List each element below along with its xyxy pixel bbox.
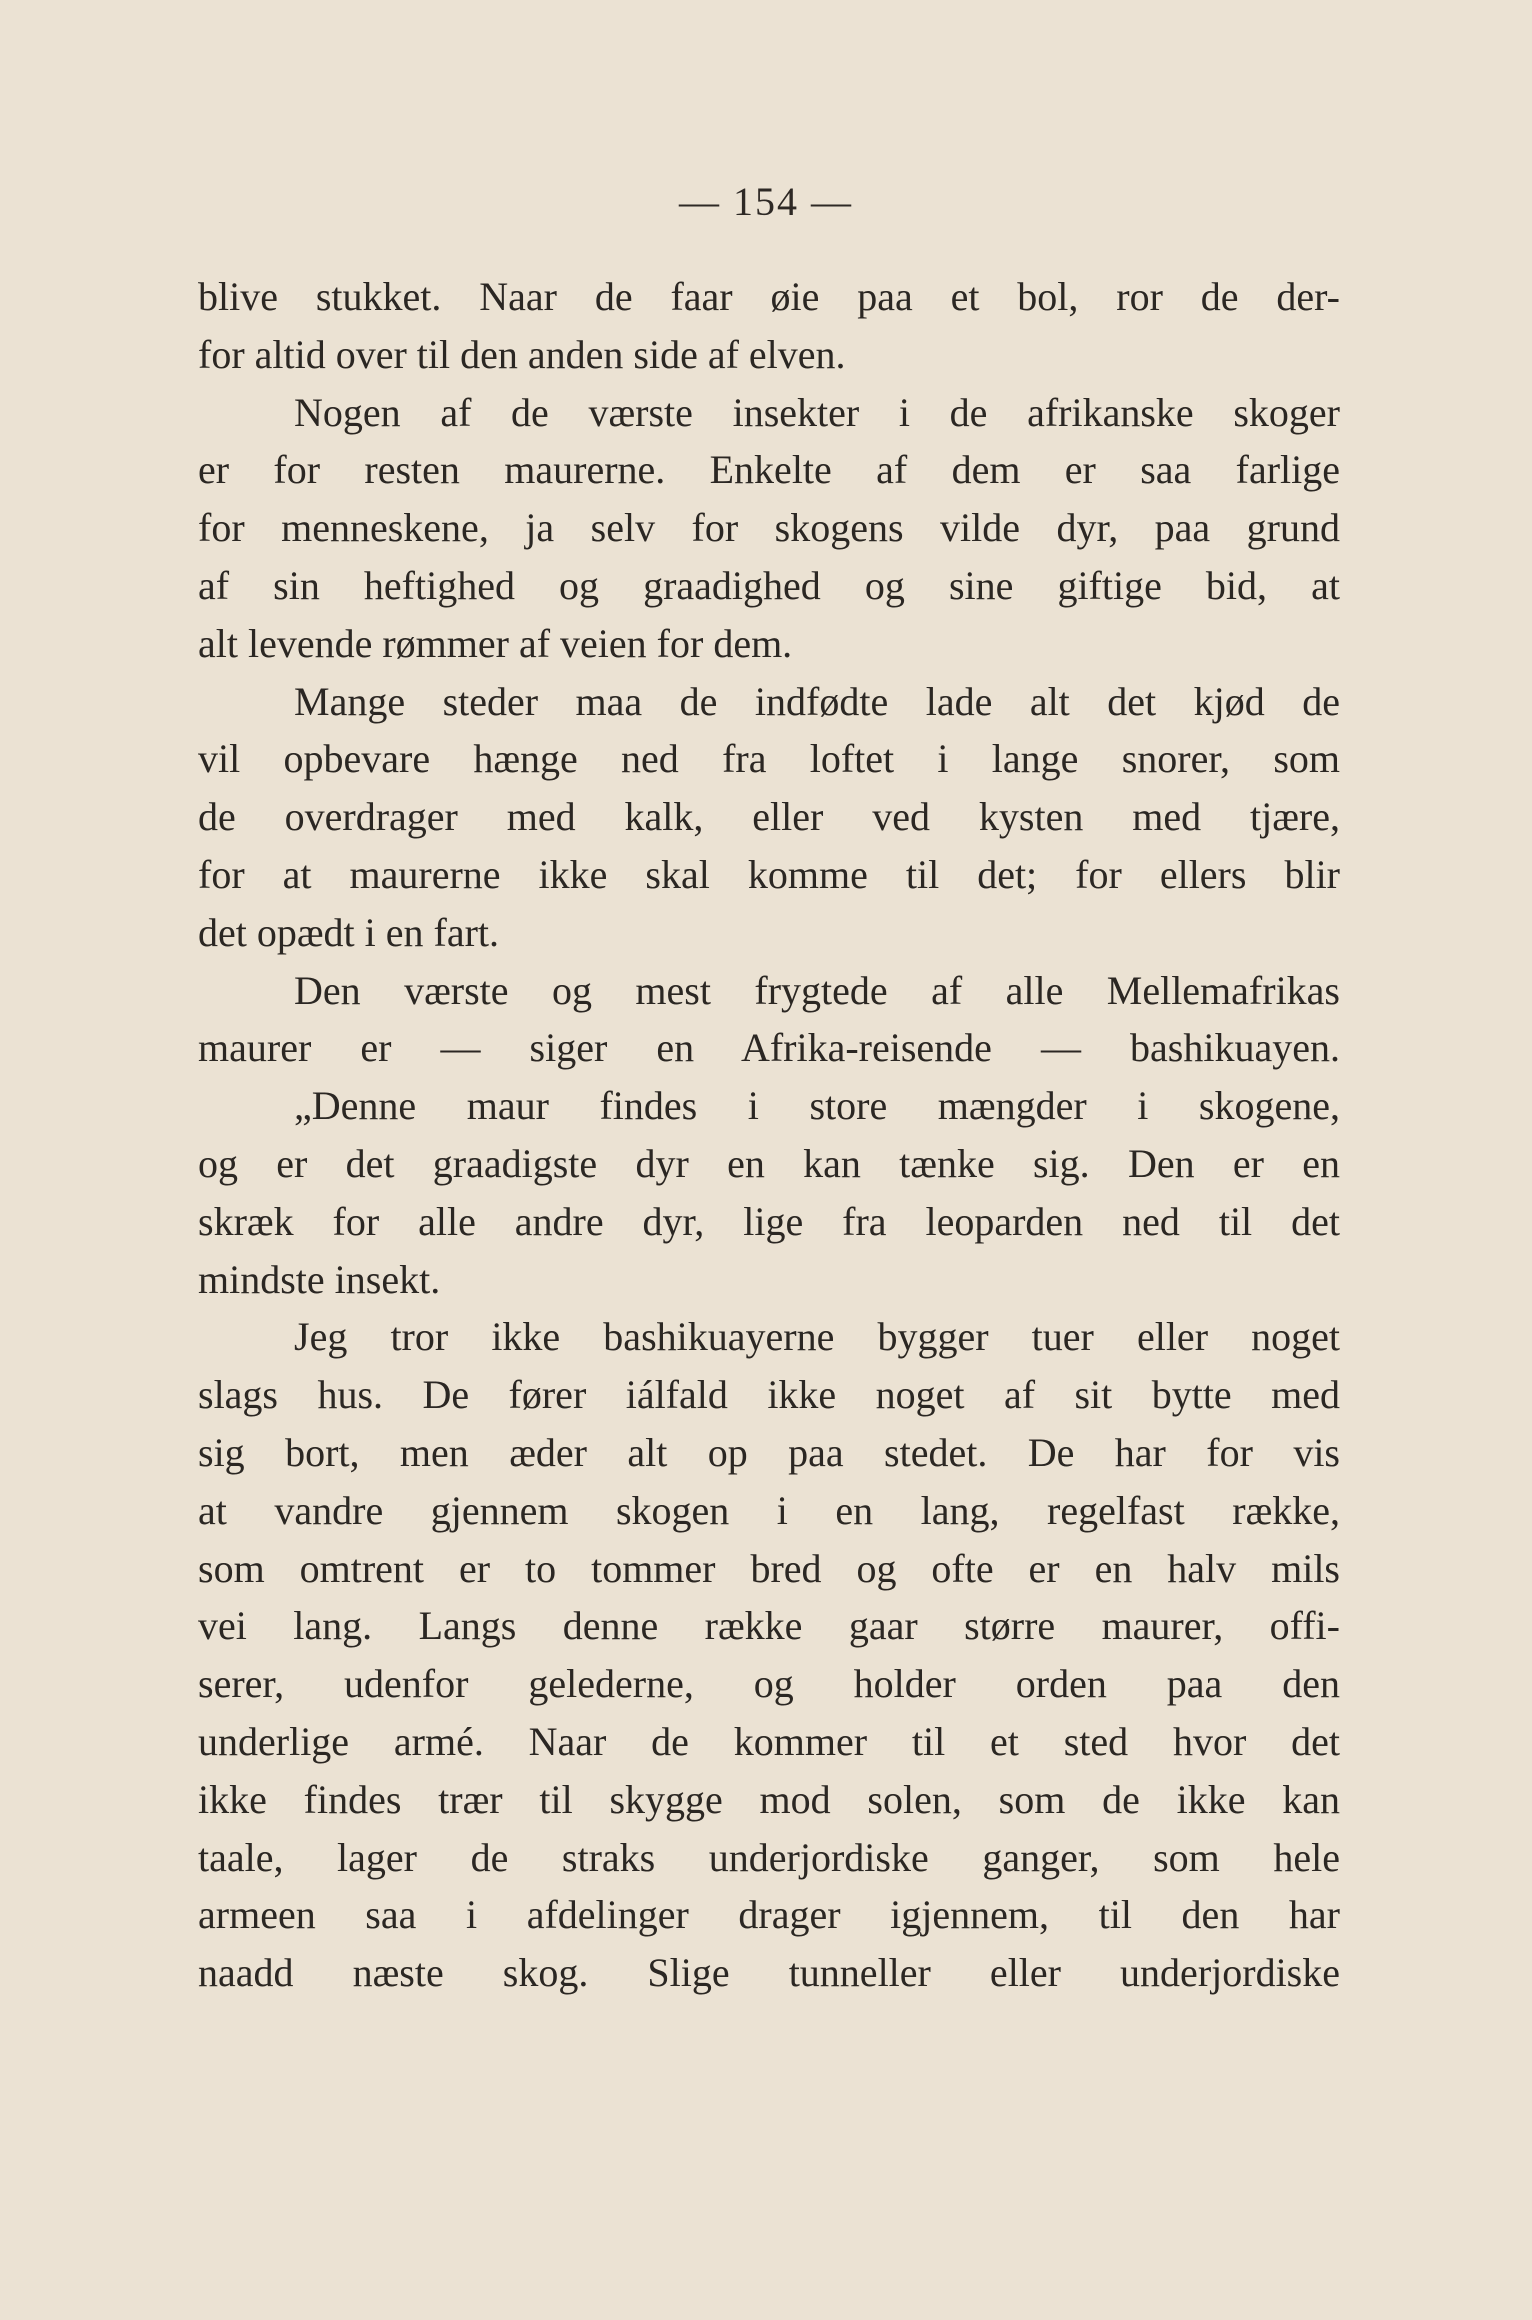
text-line: og er det graadigste dyr en kan tænke sig. Den er en bbox=[198, 1140, 1340, 1186]
text-line: mindste insekt. bbox=[198, 1256, 441, 1302]
text-line: vil opbevare hænge ned fra loftet i lange snorer, som bbox=[198, 736, 1340, 782]
text-line: underlige armé. Naar de kommer til et sted hvor det bbox=[198, 1718, 1340, 1764]
text-line: Nogen af de værste insekter i de afrikanske skoger bbox=[294, 389, 1340, 435]
text-line: Den værste og mest frygtede af alle Mellemafrikas bbox=[294, 967, 1340, 1013]
text-line: blive stukket. Naar de faar øie paa et bol, ror de der- bbox=[198, 274, 1340, 319]
text-line: for menneskene, ja selv for skogens vilde dyr, paa grund bbox=[198, 505, 1340, 551]
text-line: serer, udenfor gelederne, og holder orden paa den bbox=[198, 1661, 1340, 1707]
text-line: for at maurerne ikke skal komme til det; for ellers blir bbox=[198, 851, 1340, 897]
text-line: er for resten maurerne. Enkelte af dem er saa farlige bbox=[198, 447, 1340, 493]
text-line: for altid over til den anden side af elven. bbox=[198, 331, 846, 377]
text-line: slags hus. De fører iálfald ikke noget af sit bytte med bbox=[198, 1372, 1340, 1418]
text-line: naadd næste skog. Slige tunneller eller underjordiske bbox=[198, 1950, 1340, 1996]
text-line: maurer er — siger en Afrika-reisende — bashikuayen. bbox=[198, 1025, 1340, 1071]
text-line: skræk for alle andre dyr, lige fra leoparden ned til det bbox=[198, 1198, 1340, 1244]
text-line: taale, lager de straks underjordiske ganger, som hele bbox=[198, 1834, 1340, 1880]
text-line: som omtrent er to tommer bred og ofte er en halv mils bbox=[198, 1545, 1340, 1591]
page-number: — 154 — bbox=[679, 179, 853, 224]
text-line: armeen saa i afdelinger drager igjennem, til den har bbox=[198, 1892, 1340, 1938]
text-line: det opædt i en fart. bbox=[198, 909, 500, 955]
text-line: sig bort, men æder alt op paa stedet. De har for vis bbox=[198, 1429, 1340, 1475]
text-line: vei lang. Langs denne række gaar større maurer, offi- bbox=[198, 1603, 1340, 1649]
text-line: de overdrager med kalk, eller ved kysten med tjære, bbox=[198, 794, 1340, 840]
text-line: Mange steder maa de indfødte lade alt det kjød de bbox=[294, 678, 1340, 724]
text-line: ikke findes trær til skygge mod solen, som de ikke kan bbox=[198, 1776, 1340, 1822]
text-line: Jeg tror ikke bashikuayerne bygger tuer eller noget bbox=[294, 1314, 1340, 1360]
text-line: alt levende rømmer af veien for dem. bbox=[198, 620, 793, 666]
text-line: „Denne maur findes i store mængder i skogene, bbox=[294, 1083, 1340, 1129]
text-line: at vandre gjennem skogen i en lang, regelfast række, bbox=[198, 1487, 1340, 1533]
text-line: af sin heftighed og graadighed og sine giftige bid, at bbox=[198, 562, 1340, 608]
body-text bbox=[198, 268, 1340, 2002]
